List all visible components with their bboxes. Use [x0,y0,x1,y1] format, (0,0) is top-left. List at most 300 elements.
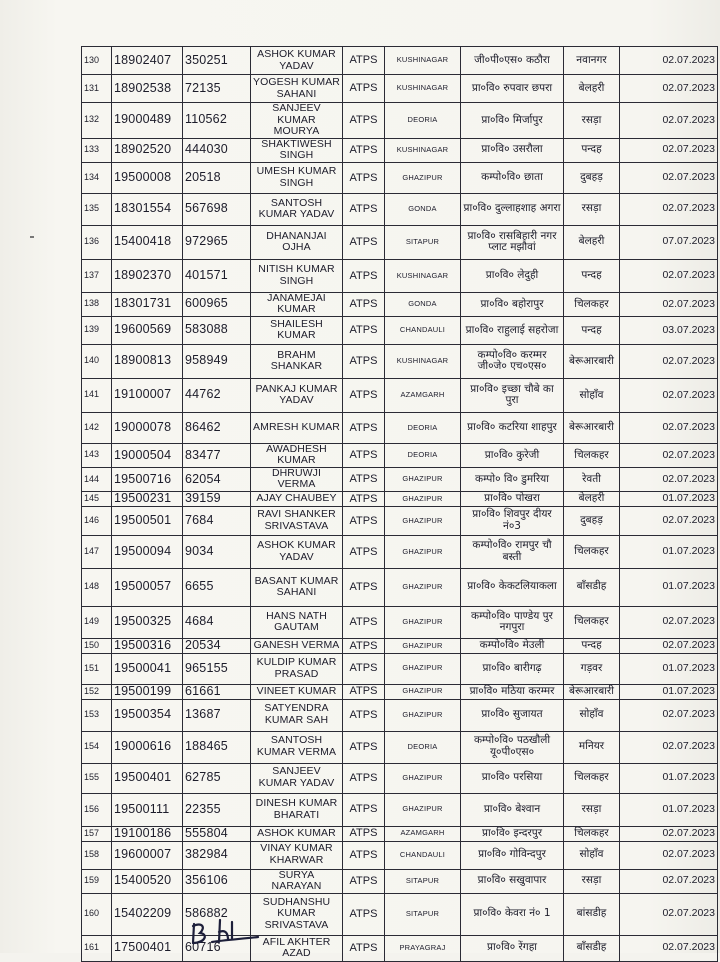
category: ATPS [343,344,385,378]
record-number: 350251 [183,47,251,75]
record-number: 586882 [183,893,251,935]
block-name: सोहाँव [564,699,620,731]
registration-number: 18902370 [112,259,183,292]
serial-number: 134 [82,162,112,193]
serial-number: 136 [82,225,112,259]
block-name: सोहाँव [564,378,620,412]
joining-date: 02.07.2023 [620,292,718,316]
registration-number: 19500057 [112,568,183,606]
table-row [82,378,718,412]
registration-number: 19500094 [112,535,183,568]
registration-number: 15400418 [112,225,183,259]
record-number: 958949 [183,344,251,378]
table-row [82,138,718,162]
category: ATPS [343,684,385,699]
record-number: 22355 [183,793,251,826]
teacher-name: BASANT KUMAR SAHANI [251,568,343,606]
block-name: चिलकहर [564,763,620,793]
record-number: 356106 [183,869,251,893]
school-name: प्रा०वि० इन्दरपुर [461,826,564,841]
teacher-name: ASHOK KUMAR YADAV [251,535,343,568]
teacher-name: ASHOK KUMAR [251,826,343,841]
joining-date: 02.07.2023 [620,193,718,225]
block-name: बेलहरी [564,75,620,103]
serial-number: 143 [82,443,112,467]
record-number: 61661 [183,684,251,699]
serial-number: 135 [82,193,112,225]
block-name: बांसडीह [564,893,620,935]
district-name: KUSHINAGAR [385,138,461,162]
table-row [82,193,718,225]
district-name: AZAMGARH [385,378,461,412]
joining-date: 02.07.2023 [620,378,718,412]
serial-number: 153 [82,699,112,731]
joining-date: 02.07.2023 [620,893,718,935]
block-name: बाँसडीह [564,935,620,961]
registration-number: 19000616 [112,731,183,763]
category: ATPS [343,412,385,443]
record-number: 972965 [183,225,251,259]
district-name: GHAZIPUR [385,606,461,638]
category: ATPS [343,138,385,162]
table-row [82,344,718,378]
school-name: जी०पी०एस० कठौरा [461,47,564,75]
teacher-name: DHRUWJI VERMA [251,467,343,491]
school-name: प्रा०वि० गोविन्दपुर [461,841,564,869]
school-name: कम्पो०वि० छाता [461,162,564,193]
teacher-name: AJAY CHAUBEY [251,492,343,507]
table-row [82,103,718,139]
table-row [82,935,718,961]
teacher-name: AWADHESH KUMAR [251,443,343,467]
block-name: पन्दह [564,638,620,653]
record-number: 20518 [183,162,251,193]
record-number: 6655 [183,568,251,606]
district-name: SITAPUR [385,893,461,935]
joining-date: 02.07.2023 [620,606,718,638]
district-name: GONDA [385,292,461,316]
school-name: प्रा०वि० केकटलियाकला [461,568,564,606]
district-name: DEORIA [385,412,461,443]
district-name: CHANDAULI [385,841,461,869]
record-number: 110562 [183,103,251,139]
district-name: GHAZIPUR [385,793,461,826]
registration-number: 19500199 [112,684,183,699]
joining-date: 02.07.2023 [620,826,718,841]
registration-number: 19500354 [112,699,183,731]
district-name: GHAZIPUR [385,684,461,699]
school-name: प्रा०वि० दुल्लाहशाह अगरा [461,193,564,225]
block-name: चिलकहर [564,826,620,841]
serial-number: 142 [82,412,112,443]
category: ATPS [343,316,385,344]
table-body [82,47,718,962]
registration-number: 19500316 [112,638,183,653]
serial-number: 155 [82,763,112,793]
joining-date: 02.07.2023 [620,731,718,763]
teacher-name: RAVI SHANKER SRIVASTAVA [251,506,343,535]
school-name: प्रा०वि० लेदुही [461,259,564,292]
registration-number: 19500501 [112,506,183,535]
joining-date: 02.07.2023 [620,344,718,378]
serial-number: 137 [82,259,112,292]
block-name: दुबहड़ [564,162,620,193]
registration-number: 17500401 [112,935,183,961]
school-name: कम्पो०वि० रामपुर चौ बस्ती [461,535,564,568]
block-name: बेरूआरबारी [564,344,620,378]
category: ATPS [343,492,385,507]
record-number: 86462 [183,412,251,443]
school-name: कम्पो०वि० पठखौली यू०पी०एस० [461,731,564,763]
table-row [82,467,718,491]
registration-number: 19500008 [112,162,183,193]
registration-number: 19500325 [112,606,183,638]
teacher-name: SANJEEV KUMAR MOURYA [251,103,343,139]
joining-date: 02.07.2023 [620,103,718,139]
registration-number: 19000078 [112,412,183,443]
joining-date: 01.07.2023 [620,684,718,699]
table-row [82,763,718,793]
table-row [82,492,718,507]
joining-date: 02.07.2023 [620,869,718,893]
record-number: 583088 [183,316,251,344]
record-number: 39159 [183,492,251,507]
serial-number: 154 [82,731,112,763]
joining-date: 02.07.2023 [620,162,718,193]
registration-number: 19100007 [112,378,183,412]
block-name: बेरूआरबारी [564,684,620,699]
table-row [82,259,718,292]
registration-number: 19100186 [112,826,183,841]
teacher-name: SUDHANSHU KUMAR SRIVASTAVA [251,893,343,935]
district-name: DEORIA [385,443,461,467]
registration-number: 19500716 [112,467,183,491]
serial-number: 145 [82,492,112,507]
table-row [82,316,718,344]
category: ATPS [343,869,385,893]
block-name: नवानगर [564,47,620,75]
serial-number: 159 [82,869,112,893]
block-name: बेरूआरबारी [564,412,620,443]
category: ATPS [343,841,385,869]
teacher-name: PANKAJ KUMAR YADAV [251,378,343,412]
serial-number: 160 [82,893,112,935]
registration-number: 15402209 [112,893,183,935]
serial-number: 146 [82,506,112,535]
joining-date: 01.07.2023 [620,793,718,826]
category: ATPS [343,935,385,961]
registration-number: 19500401 [112,763,183,793]
category: ATPS [343,606,385,638]
joining-date: 02.07.2023 [620,138,718,162]
registration-number: 19600569 [112,316,183,344]
block-name: पन्दह [564,259,620,292]
district-name: KUSHINAGAR [385,47,461,75]
district-name: GHAZIPUR [385,699,461,731]
category: ATPS [343,193,385,225]
table-row [82,653,718,684]
block-name: सोहाँव [564,841,620,869]
serial-number: 158 [82,841,112,869]
teacher-name: VINAY KUMAR KHARWAR [251,841,343,869]
district-name: GHAZIPUR [385,492,461,507]
joining-date: 01.07.2023 [620,763,718,793]
block-name: रेवती [564,467,620,491]
block-name: बाँसडीह [564,568,620,606]
category: ATPS [343,731,385,763]
registration-number: 19000489 [112,103,183,139]
serial-number: 130 [82,47,112,75]
teacher-name: BRAHM SHANKAR [251,344,343,378]
district-name: GHAZIPUR [385,653,461,684]
joining-date: 01.07.2023 [620,492,718,507]
record-number: 72135 [183,75,251,103]
record-number: 44762 [183,378,251,412]
block-name: दुबहड़ [564,506,620,535]
school-name: कम्पो०वि० पाण्डेय पुर नगपुरा [461,606,564,638]
category: ATPS [343,793,385,826]
registration-number: 18900813 [112,344,183,378]
registration-number: 18902520 [112,138,183,162]
school-name: प्रा०वि० रासबिहारी नगर प्लाट मझौवां [461,225,564,259]
table-row [82,699,718,731]
serial-number: 157 [82,826,112,841]
joining-date: 02.07.2023 [620,467,718,491]
table-row [82,826,718,841]
record-number: 9034 [183,535,251,568]
school-name: प्रा०वि० सखुवापार [461,869,564,893]
serial-number: 133 [82,138,112,162]
teacher-name: SHAILESH KUMAR [251,316,343,344]
district-name: GHAZIPUR [385,763,461,793]
teacher-name: YOGESH KUMAR SAHANI [251,75,343,103]
school-name: प्रा०वि० पोखरा [461,492,564,507]
record-number: 62054 [183,467,251,491]
block-name: रसड़ा [564,869,620,893]
district-name: AZAMGARH [385,826,461,841]
school-name: प्रा०वि० मठिया करम्मर [461,684,564,699]
table-row [82,568,718,606]
joining-date: 02.07.2023 [620,506,718,535]
school-name: प्रा०वि० परसिया [461,763,564,793]
category: ATPS [343,893,385,935]
district-name: GHAZIPUR [385,506,461,535]
district-name: DEORIA [385,103,461,139]
registration-number: 19500041 [112,653,183,684]
district-name: GHAZIPUR [385,162,461,193]
school-name: कम्पो०वि० करम्मर जी०जे० एच०एस० [461,344,564,378]
table-row [82,47,718,75]
school-name: प्रा०वि० शिवपुर दीयर नं०3 [461,506,564,535]
table-row [82,535,718,568]
record-number: 7684 [183,506,251,535]
school-name: प्रा०वि० इच्छा चौबे का पुरा [461,378,564,412]
school-name: प्रा०वि० सुजायत [461,699,564,731]
category: ATPS [343,506,385,535]
record-number: 965155 [183,653,251,684]
registration-number: 19500111 [112,793,183,826]
table-row [82,893,718,935]
block-name: मनियर [564,731,620,763]
joining-date: 01.07.2023 [620,653,718,684]
joining-date: 02.07.2023 [620,841,718,869]
school-name: प्रा०वि० केवरा नं० 1 [461,893,564,935]
joining-date: 02.07.2023 [620,75,718,103]
record-number: 382984 [183,841,251,869]
serial-number: 131 [82,75,112,103]
record-number: 444030 [183,138,251,162]
joining-date: 07.07.2023 [620,225,718,259]
school-name: प्रा०वि० बेश्वान [461,793,564,826]
joining-date: 01.07.2023 [620,568,718,606]
block-name: रसड़ा [564,193,620,225]
teacher-name: VINEET KUMAR [251,684,343,699]
serial-number: 151 [82,653,112,684]
teacher-name: SATYENDRA KUMAR SAH [251,699,343,731]
category: ATPS [343,162,385,193]
joining-date: 02.07.2023 [620,638,718,653]
table-row [82,841,718,869]
record-number: 13687 [183,699,251,731]
category: ATPS [343,225,385,259]
teacher-name: AMRESH KUMAR [251,412,343,443]
joining-date: 02.07.2023 [620,47,718,75]
category: ATPS [343,699,385,731]
district-name: PRAYAGRAJ [385,935,461,961]
registration-number: 18301731 [112,292,183,316]
serial-number: 152 [82,684,112,699]
block-name: बेलहरी [564,492,620,507]
block-name: चिलकहर [564,606,620,638]
category: ATPS [343,75,385,103]
record-number: 600965 [183,292,251,316]
table-row [82,162,718,193]
joining-date: 02.07.2023 [620,259,718,292]
district-name: CHANDAULI [385,316,461,344]
table-row [82,443,718,467]
district-name: GHAZIPUR [385,467,461,491]
school-name: प्रा०वि० मिर्जापुर [461,103,564,139]
district-name: KUSHINAGAR [385,75,461,103]
teacher-name: GANESH VERMA [251,638,343,653]
block-name: चिलकहर [564,535,620,568]
district-name: SITAPUR [385,869,461,893]
table-row [82,506,718,535]
teacher-name: AFIL AKHTER AZAD [251,935,343,961]
table-row [82,638,718,653]
record-number: 20534 [183,638,251,653]
table-row [82,684,718,699]
teacher-name: UMESH KUMAR SINGH [251,162,343,193]
category: ATPS [343,47,385,75]
table-row [82,606,718,638]
block-name: चिलकहर [564,443,620,467]
school-name: कम्पो० वि० डुमरिया [461,467,564,491]
block-name: गड़वर [564,653,620,684]
joining-date: 02.07.2023 [620,935,718,961]
table-row [82,869,718,893]
signature [188,918,268,952]
block-name: पन्दह [564,138,620,162]
district-name: KUSHINAGAR [385,259,461,292]
block-name: पन्दह [564,316,620,344]
record-number: 188465 [183,731,251,763]
school-name: प्रा०वि० बहोरापुर [461,292,564,316]
serial-number: 147 [82,535,112,568]
registration-number: 18301554 [112,193,183,225]
registration-number: 18902538 [112,75,183,103]
record-number: 401571 [183,259,251,292]
category: ATPS [343,653,385,684]
table-row [82,292,718,316]
serial-number: 138 [82,292,112,316]
joining-date: 03.07.2023 [620,316,718,344]
table-row [82,793,718,826]
school-name: कम्पो०वि० मेउली [461,638,564,653]
block-name: रसड़ा [564,793,620,826]
serial-number: 161 [82,935,112,961]
category: ATPS [343,535,385,568]
category: ATPS [343,467,385,491]
teacher-name: DHANANJAI OJHA [251,225,343,259]
district-name: DEORIA [385,731,461,763]
joining-date: 02.07.2023 [620,412,718,443]
school-name: प्रा०वि० राहुलाई सहरोजा [461,316,564,344]
district-name: GHAZIPUR [385,568,461,606]
table-row [82,225,718,259]
teacher-name: SANTOSH KUMAR YADAV [251,193,343,225]
district-name: GHAZIPUR [385,638,461,653]
teacher-name: NITISH KUMAR SINGH [251,259,343,292]
teacher-name: SANJEEV KUMAR YADAV [251,763,343,793]
joining-date: 02.07.2023 [620,699,718,731]
teacher-name: DINESH KUMAR BHARATI [251,793,343,826]
category: ATPS [343,763,385,793]
table-row [82,75,718,103]
school-name: प्रा०वि० उसरौला [461,138,564,162]
block-name: चिलकहर [564,292,620,316]
district-name: SITAPUR [385,225,461,259]
district-name: KUSHINAGAR [385,344,461,378]
teacher-name: HANS NATH GAUTAM [251,606,343,638]
teacher-name: ASHOK KUMAR YADAV [251,47,343,75]
teacher-name: JANAMEJAI KUMAR [251,292,343,316]
school-name: प्रा०वि० बारीगढ़ [461,653,564,684]
joining-date: 02.07.2023 [620,443,718,467]
record-number: 555804 [183,826,251,841]
block-name: बेलहरी [564,225,620,259]
record-number: 62785 [183,763,251,793]
category: ATPS [343,638,385,653]
transfer-table [81,46,718,962]
serial-number: 144 [82,467,112,491]
teacher-name: KULDIP KUMAR PRASAD [251,653,343,684]
district-name: GHAZIPUR [385,535,461,568]
category: ATPS [343,259,385,292]
serial-number: 149 [82,606,112,638]
school-name: प्रा०वि० कटरिया शाहपुर [461,412,564,443]
joining-date: 01.07.2023 [620,535,718,568]
registration-number: 18902407 [112,47,183,75]
category: ATPS [343,826,385,841]
record-number: 60716 [183,935,251,961]
block-name: रसड़ा [564,103,620,139]
category: ATPS [343,378,385,412]
scan-speck [30,236,34,238]
registration-number: 15400520 [112,869,183,893]
teacher-name: SANTOSH KUMAR VERMA [251,731,343,763]
serial-number: 148 [82,568,112,606]
